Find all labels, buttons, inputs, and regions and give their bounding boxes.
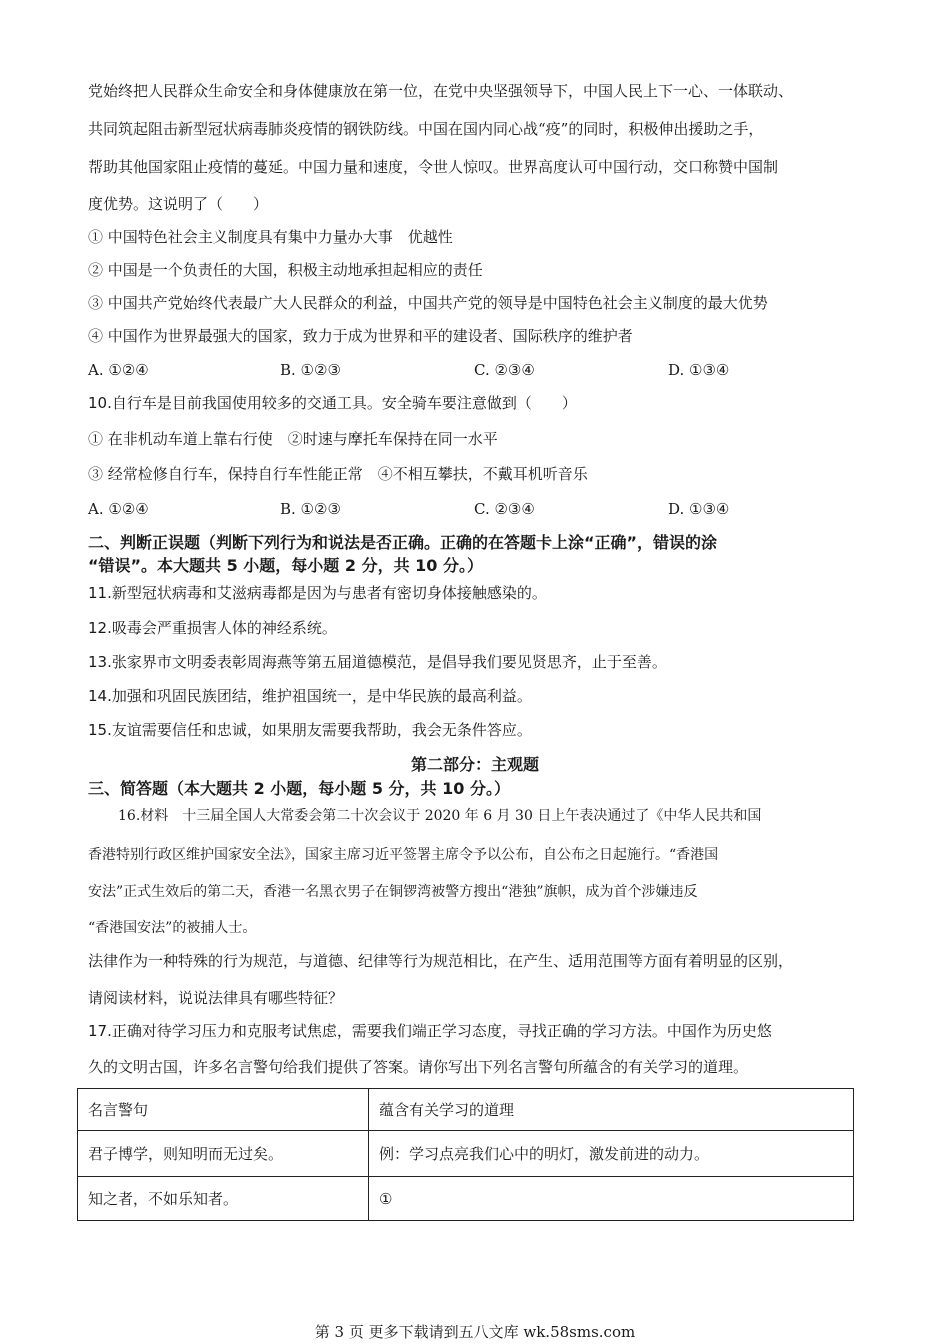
table-header-cell: 名言警句 [78, 1089, 369, 1131]
q9-stem-line-2: 共同筑起阻击新型冠状病毒肺炎疫情的钢铁防线。中国在国内同心战“疫”的同时，积极伸出援助之手， [88, 120, 764, 138]
q9-stem-line-1: 党始终把人民群众生命安全和身体健康放在第一位，在党中央坚强领导下，中国人民上下一心、一体联动、 [88, 82, 794, 100]
q9-option-b: B. ①②③ [280, 361, 341, 379]
q9-statement-1: ① 中国特色社会主义制度具有集中力量办大事 优越性 [88, 228, 453, 246]
page-footer: 第 3 页 更多下载请到五八文库 wk.58sms.com [314, 1323, 636, 1341]
table-row [78, 1131, 854, 1177]
section2-heading-line-1: 二、判断正误题（判断下列行为和说法是否正确。正确的在答题卡上涂“正确”，错误的涂 [88, 533, 718, 552]
section3-heading: 三、简答题（本大题共 2 小题，每小题 5 分，共 10 分。） [88, 779, 510, 798]
q17-stem-line-1: 17.正确对待学习压力和克服考试焦虑，需要我们端正学习态度，寻找正确的学习方法。中国作为历史悠 [88, 1022, 772, 1040]
q10-statement-2: ③ 经常检修自行车，保持自行车性能正常 ④不相互攀扶，不戴耳机听音乐 [88, 465, 588, 483]
q10-option-a: A. ①②④ [88, 500, 149, 518]
judge-item-14: 14.加强和巩固民族团结，维护祖国统一，是中华民族的最高利益。 [88, 687, 532, 705]
q16-material-line-2: 香港特别行政区维护国家安全法》，国家主席习近平签署主席令予以公布，自公布之日起施行。“香港国 [88, 847, 719, 863]
judge-item-11: 11.新型冠状病毒和艾滋病毒都是因为与患者有密切身体接触感染的。 [88, 584, 547, 602]
q10-statement-1: ① 在非机动车道上靠右行使 ②时速与摩托车保持在同一水平 [88, 430, 498, 448]
table-cell: ① [369, 1177, 854, 1221]
table-cell: 例：学习点亮我们心中的明灯，激发前进的动力。 [369, 1131, 854, 1177]
q10-stem: 10.自行车是目前我国使用较多的交通工具。安全骑车要注意做到（ ） [88, 394, 577, 412]
q16-material-line-3: 安法”正式生效后的第二天，香港一名黑衣男子在铜锣湾被警方搜出“港独”旗帜，成为首个涉嫌违反 [88, 884, 698, 900]
q9-statement-3: ③ 中国共产党始终代表最广大人民群众的利益，中国共产党的领导是中国特色社会主义制度的最大优势 [88, 294, 768, 312]
table-cell: 知之者，不如乐知者。 [78, 1177, 369, 1221]
q9-statement-2: ② 中国是一个负责任的大国，积极主动地承担起相应的责任 [88, 261, 483, 279]
q9-option-c: C. ②③④ [474, 361, 535, 379]
q17-stem-line-2: 久的文明古国，许多名言警句给我们提供了答案。请你写出下列名言警句所蕴含的有关学习的道理。 [88, 1058, 749, 1076]
q17-table [77, 1088, 854, 1221]
table-header-row [78, 1089, 854, 1131]
q9-option-d: D. ①③④ [668, 361, 730, 379]
table-cell: 君子博学，则知明而无过矣。 [78, 1131, 369, 1177]
judge-item-15: 15.友谊需要信任和忠诚，如果朋友需要我帮助，我会无条件答应。 [88, 721, 532, 739]
section2-heading-line-2: “错误”。本大题共 5 小题，每小题 2 分，共 10 分。） [88, 556, 483, 575]
q9-stem-line-4: 度优势。这说明了（ ） [88, 195, 269, 213]
q16-question-line-1: 法律作为一种特殊的行为规范，与道德、纪律等行为规范相比，在产生、适用范围等方面有着明显的区别， [88, 952, 794, 970]
q9-option-a: A. ①②④ [88, 361, 149, 379]
part2-title: 第二部分：主观题 [410, 755, 539, 774]
q10-option-c: C. ②③④ [474, 500, 535, 518]
q10-option-b: B. ①②③ [280, 500, 341, 518]
q10-option-d: D. ①③④ [668, 500, 730, 518]
q16-question-line-2: 请阅读材料，说说法律具有哪些特征？ [88, 989, 344, 1007]
judge-item-12: 12.吸毒会严重损害人体的神经系统。 [88, 619, 337, 637]
table-header-cell: 蕴含有关学习的道理 [369, 1089, 854, 1131]
q16-material-line-4: “香港国安法”的被捕人士。 [88, 920, 257, 936]
q9-stem-line-3: 帮助其他国家阻止疫情的蔓延。中国力量和速度，令世人惊叹。世界高度认可中国行动，交口称赞中国制 [88, 158, 779, 176]
table-row [78, 1177, 854, 1221]
judge-item-13: 13.张家界市文明委表彰周海燕等第五届道德模范，是倡导我们要见贤思齐，止于至善。 [88, 653, 667, 671]
q9-statement-4: ④ 中国作为世界最强大的国家，致力于成为世界和平的建设者、国际秩序的维护者 [88, 327, 633, 345]
q16-material-line-1: 16.材料 十三届全国人大常委会第二十次会议于 2020 年 6 月 30 日上午表决通过了《中华人民共和国 [118, 808, 762, 824]
